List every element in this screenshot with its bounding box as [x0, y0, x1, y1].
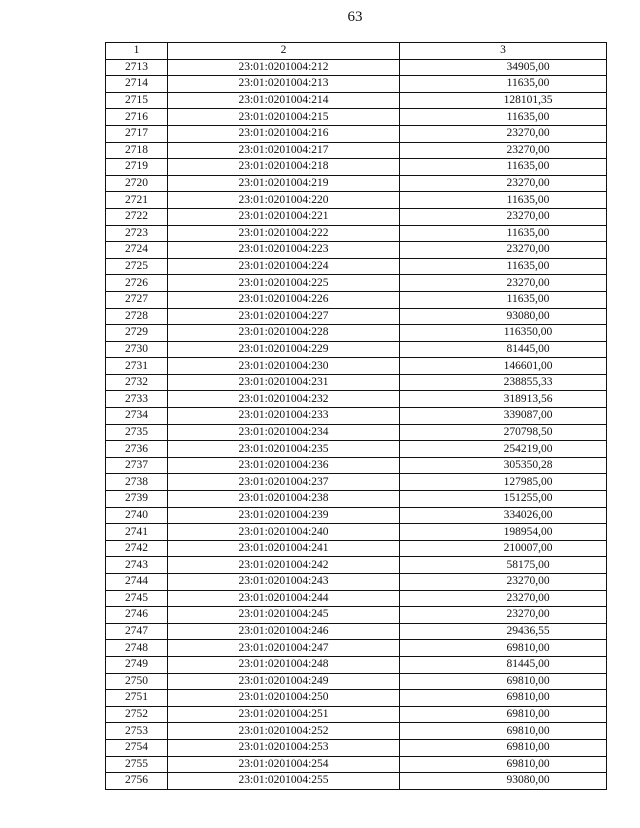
cadastral-value-cell: 23270,00: [400, 275, 607, 292]
table-row: [106, 208, 607, 225]
cadastral-number-cell: 23:01:0201004:231: [168, 374, 400, 391]
row-number-cell: 2751: [106, 690, 168, 707]
table-row: [106, 308, 607, 325]
cadastral-number-cell: 23:01:0201004:235: [168, 441, 400, 458]
cadastral-number-cell: 23:01:0201004:232: [168, 391, 400, 408]
row-number-cell: 2745: [106, 590, 168, 607]
cadastral-value-cell: 11635,00: [400, 225, 607, 242]
table-row: [106, 690, 607, 707]
row-number-cell: 2721: [106, 192, 168, 209]
row-number-cell: 2729: [106, 325, 168, 342]
row-number-cell: 2723: [106, 225, 168, 242]
table-row: [106, 258, 607, 275]
row-number-cell: 2746: [106, 607, 168, 624]
table-row: [106, 275, 607, 292]
table-row: [106, 175, 607, 192]
column-header-3: 3: [400, 43, 607, 60]
cadastral-number-cell: 23:01:0201004:228: [168, 325, 400, 342]
table-row: [106, 341, 607, 358]
table-row: [106, 507, 607, 524]
cadastral-number-cell: 23:01:0201004:241: [168, 540, 400, 557]
header-row: [106, 43, 607, 60]
table-row: [106, 125, 607, 142]
cadastral-value-cell: 69810,00: [400, 640, 607, 657]
table-row: [106, 590, 607, 607]
row-number-cell: 2748: [106, 640, 168, 657]
row-number-cell: 2747: [106, 623, 168, 640]
row-number-cell: 2726: [106, 275, 168, 292]
row-number-cell: 2732: [106, 374, 168, 391]
cadastral-value-cell: 23270,00: [400, 590, 607, 607]
table-row: [106, 756, 607, 773]
cadastral-value-cell: 151255,00: [400, 491, 607, 508]
cadastral-value-table: [105, 42, 607, 790]
cadastral-value-cell: 23270,00: [400, 125, 607, 142]
table-row: [106, 391, 607, 408]
table-row: [106, 291, 607, 308]
row-number-cell: 2750: [106, 673, 168, 690]
cadastral-number-cell: 23:01:0201004:246: [168, 623, 400, 640]
table-row: [106, 358, 607, 375]
row-number-cell: 2756: [106, 773, 168, 790]
cadastral-value-cell: 116350,00: [400, 325, 607, 342]
row-number-cell: 2722: [106, 208, 168, 225]
table-row: [106, 706, 607, 723]
table-row: [106, 424, 607, 441]
cadastral-number-cell: 23:01:0201004:219: [168, 175, 400, 192]
table-row: [106, 723, 607, 740]
cadastral-number-cell: 23:01:0201004:245: [168, 607, 400, 624]
table-row: [106, 441, 607, 458]
table-body: [106, 59, 607, 789]
cadastral-number-cell: 23:01:0201004:253: [168, 739, 400, 756]
table-row: [106, 607, 607, 624]
cadastral-number-cell: 23:01:0201004:220: [168, 192, 400, 209]
cadastral-value-cell: 146601,00: [400, 358, 607, 375]
cadastral-value-cell: 23270,00: [400, 607, 607, 624]
cadastral-value-cell: 334026,00: [400, 507, 607, 524]
cadastral-number-cell: 23:01:0201004:247: [168, 640, 400, 657]
cadastral-value-cell: 198954,00: [400, 524, 607, 541]
row-number-cell: 2718: [106, 142, 168, 159]
cadastral-number-cell: 23:01:0201004:255: [168, 773, 400, 790]
cadastral-number-cell: 23:01:0201004:217: [168, 142, 400, 159]
table-row: [106, 92, 607, 109]
cadastral-number-cell: 23:01:0201004:222: [168, 225, 400, 242]
cadastral-number-cell: 23:01:0201004:251: [168, 706, 400, 723]
cadastral-number-cell: 23:01:0201004:243: [168, 574, 400, 591]
cadastral-number-cell: 23:01:0201004:212: [168, 59, 400, 76]
cadastral-value-cell: 34905,00: [400, 59, 607, 76]
cadastral-number-cell: 23:01:0201004:226: [168, 291, 400, 308]
row-number-cell: 2739: [106, 491, 168, 508]
cadastral-number-cell: 23:01:0201004:218: [168, 159, 400, 176]
row-number-cell: 2740: [106, 507, 168, 524]
cadastral-value-cell: 305350,28: [400, 457, 607, 474]
row-number-cell: 2754: [106, 739, 168, 756]
cadastral-value-cell: 69810,00: [400, 723, 607, 740]
cadastral-number-cell: 23:01:0201004:214: [168, 92, 400, 109]
cadastral-number-cell: 23:01:0201004:224: [168, 258, 400, 275]
table-row: [106, 59, 607, 76]
cadastral-value-cell: 69810,00: [400, 690, 607, 707]
cadastral-number-cell: 23:01:0201004:230: [168, 358, 400, 375]
cadastral-value-cell: 11635,00: [400, 291, 607, 308]
table-row: [106, 557, 607, 574]
table-row: [106, 524, 607, 541]
table-row: [106, 142, 607, 159]
cadastral-number-cell: 23:01:0201004:223: [168, 242, 400, 259]
row-number-cell: 2749: [106, 656, 168, 673]
table-row: [106, 76, 607, 93]
cadastral-number-cell: 23:01:0201004:240: [168, 524, 400, 541]
cadastral-number-cell: 23:01:0201004:216: [168, 125, 400, 142]
cadastral-value-cell: 58175,00: [400, 557, 607, 574]
table-row: [106, 242, 607, 259]
row-number-cell: 2741: [106, 524, 168, 541]
cadastral-value-cell: 254219,00: [400, 441, 607, 458]
cadastral-value-cell: 81445,00: [400, 341, 607, 358]
cadastral-number-cell: 23:01:0201004:213: [168, 76, 400, 93]
column-header-1: 1: [106, 43, 168, 60]
row-number-cell: 2738: [106, 474, 168, 491]
row-number-cell: 2735: [106, 424, 168, 441]
cadastral-value-cell: 23270,00: [400, 208, 607, 225]
cadastral-value-cell: 23270,00: [400, 142, 607, 159]
page-number: 63: [347, 9, 363, 25]
table-row: [106, 640, 607, 657]
table-row: [106, 109, 607, 126]
table-row: [106, 656, 607, 673]
cadastral-value-cell: 23270,00: [400, 242, 607, 259]
cadastral-number-cell: 23:01:0201004:252: [168, 723, 400, 740]
table-row: [106, 408, 607, 425]
cadastral-value-cell: 93080,00: [400, 773, 607, 790]
cadastral-value-cell: 318913,56: [400, 391, 607, 408]
table-row: [106, 457, 607, 474]
cadastral-number-cell: 23:01:0201004:249: [168, 673, 400, 690]
cadastral-value-cell: 81445,00: [400, 656, 607, 673]
table-row: [106, 325, 607, 342]
row-number-cell: 2752: [106, 706, 168, 723]
row-number-cell: 2720: [106, 175, 168, 192]
cadastral-value-cell: 23270,00: [400, 175, 607, 192]
cadastral-value-cell: 11635,00: [400, 109, 607, 126]
cadastral-value-cell: 69810,00: [400, 673, 607, 690]
table-row: [106, 773, 607, 790]
cadastral-number-cell: 23:01:0201004:242: [168, 557, 400, 574]
cadastral-number-cell: 23:01:0201004:215: [168, 109, 400, 126]
row-number-cell: 2730: [106, 341, 168, 358]
cadastral-number-cell: 23:01:0201004:227: [168, 308, 400, 325]
table-row: [106, 574, 607, 591]
table-row: [106, 739, 607, 756]
row-number-cell: 2728: [106, 308, 168, 325]
table-row: [106, 491, 607, 508]
row-number-cell: 2755: [106, 756, 168, 773]
table-row: [106, 623, 607, 640]
cadastral-number-cell: 23:01:0201004:234: [168, 424, 400, 441]
row-number-cell: 2737: [106, 457, 168, 474]
cadastral-value-cell: 11635,00: [400, 258, 607, 275]
table-row: [106, 192, 607, 209]
row-number-cell: 2713: [106, 59, 168, 76]
cadastral-value-cell: 69810,00: [400, 706, 607, 723]
row-number-cell: 2733: [106, 391, 168, 408]
row-number-cell: 2724: [106, 242, 168, 259]
cadastral-number-cell: 23:01:0201004:244: [168, 590, 400, 607]
cadastral-value-cell: 210007,00: [400, 540, 607, 557]
cadastral-value-cell: 238855,33: [400, 374, 607, 391]
row-number-cell: 2742: [106, 540, 168, 557]
cadastral-value-cell: 11635,00: [400, 192, 607, 209]
column-header-2: 2: [168, 43, 400, 60]
row-number-cell: 2719: [106, 159, 168, 176]
cadastral-number-cell: 23:01:0201004:233: [168, 408, 400, 425]
row-number-cell: 2714: [106, 76, 168, 93]
cadastral-value-cell: 11635,00: [400, 76, 607, 93]
table-row: [106, 159, 607, 176]
row-number-cell: 2715: [106, 92, 168, 109]
cadastral-value-cell: 69810,00: [400, 756, 607, 773]
cadastral-value-cell: 339087,00: [400, 408, 607, 425]
cadastral-value-cell: 23270,00: [400, 574, 607, 591]
row-number-cell: 2727: [106, 291, 168, 308]
cadastral-value-cell: 69810,00: [400, 739, 607, 756]
row-number-cell: 2744: [106, 574, 168, 591]
row-number-cell: 2717: [106, 125, 168, 142]
table-row: [106, 225, 607, 242]
table-row: [106, 374, 607, 391]
cadastral-number-cell: 23:01:0201004:248: [168, 656, 400, 673]
cadastral-value-cell: 127985,00: [400, 474, 607, 491]
table-row: [106, 474, 607, 491]
table-row: [106, 540, 607, 557]
row-number-cell: 2736: [106, 441, 168, 458]
cadastral-number-cell: 23:01:0201004:229: [168, 341, 400, 358]
cadastral-number-cell: 23:01:0201004:238: [168, 491, 400, 508]
row-number-cell: 2716: [106, 109, 168, 126]
row-number-cell: 2725: [106, 258, 168, 275]
cadastral-number-cell: 23:01:0201004:225: [168, 275, 400, 292]
cadastral-value-cell: 93080,00: [400, 308, 607, 325]
row-number-cell: 2743: [106, 557, 168, 574]
cadastral-value-cell: 11635,00: [400, 159, 607, 176]
cadastral-number-cell: 23:01:0201004:254: [168, 756, 400, 773]
cadastral-number-cell: 23:01:0201004:250: [168, 690, 400, 707]
cadastral-value-cell: 29436,55: [400, 623, 607, 640]
cadastral-number-cell: 23:01:0201004:239: [168, 507, 400, 524]
cadastral-number-cell: 23:01:0201004:236: [168, 457, 400, 474]
row-number-cell: 2753: [106, 723, 168, 740]
cadastral-number-cell: 23:01:0201004:237: [168, 474, 400, 491]
row-number-cell: 2731: [106, 358, 168, 375]
cadastral-number-cell: 23:01:0201004:221: [168, 208, 400, 225]
row-number-cell: 2734: [106, 408, 168, 425]
cadastral-value-cell: 128101,35: [400, 92, 607, 109]
cadastral-value-cell: 270798,50: [400, 424, 607, 441]
table-row: [106, 673, 607, 690]
